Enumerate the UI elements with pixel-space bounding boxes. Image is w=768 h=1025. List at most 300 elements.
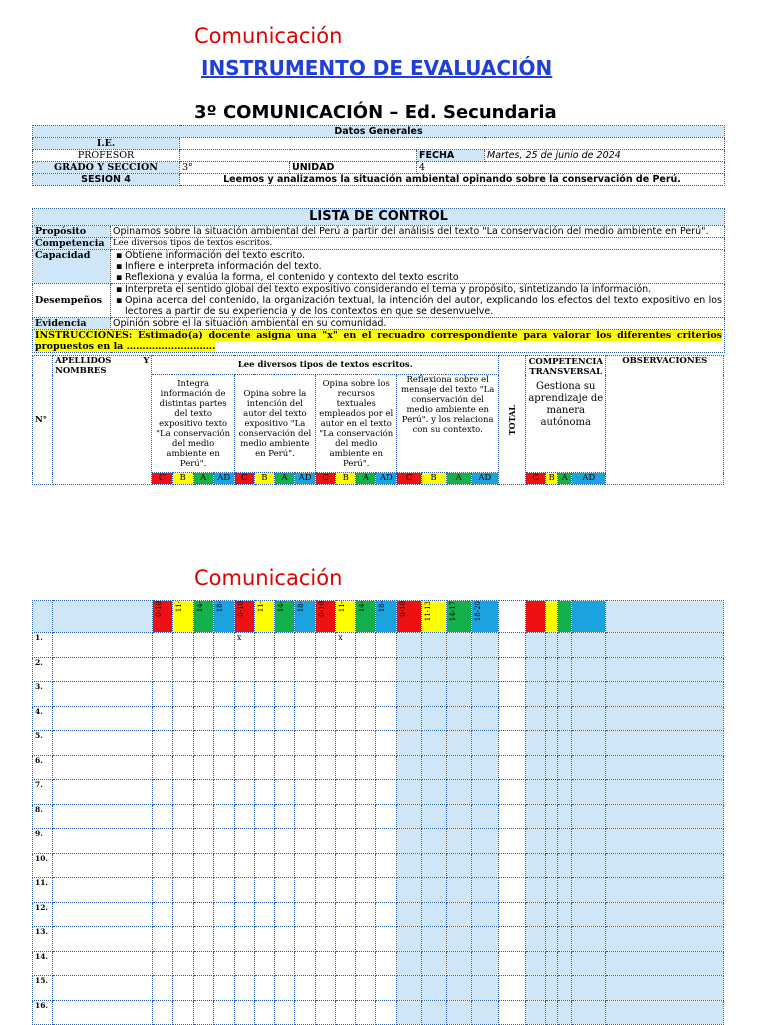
grade-cell[interactable] xyxy=(193,976,213,1001)
grade-cell[interactable] xyxy=(606,902,724,927)
grade-cell[interactable] xyxy=(172,853,193,878)
grade-cell[interactable] xyxy=(572,780,606,805)
grade-cell[interactable] xyxy=(546,927,558,952)
student-name-cell[interactable] xyxy=(53,976,152,1001)
grade-cell[interactable] xyxy=(606,780,724,805)
grade-cell[interactable] xyxy=(336,780,356,805)
grade-cell[interactable] xyxy=(254,657,274,682)
grade-cell[interactable] xyxy=(558,951,572,976)
grade-cell[interactable] xyxy=(336,927,356,952)
grade-cell[interactable] xyxy=(397,657,421,682)
grade-cell[interactable] xyxy=(421,927,446,952)
grade-cell[interactable] xyxy=(336,657,356,682)
grade-cell[interactable] xyxy=(336,804,356,829)
grade-cell[interactable] xyxy=(274,902,294,927)
grade-cell[interactable] xyxy=(234,804,254,829)
grade-cell[interactable] xyxy=(356,731,376,756)
grade-cell[interactable] xyxy=(234,755,254,780)
grade-cell[interactable] xyxy=(376,976,397,1001)
grade-cell[interactable] xyxy=(546,706,558,731)
grade-cell[interactable] xyxy=(376,804,397,829)
grade-cell[interactable] xyxy=(254,878,274,903)
grade-cell[interactable] xyxy=(606,878,724,903)
grade-cell[interactable] xyxy=(172,951,193,976)
grade-cell[interactable] xyxy=(213,780,234,805)
grade-cell[interactable] xyxy=(606,853,724,878)
grade-cell[interactable] xyxy=(606,829,724,854)
grade-cell[interactable] xyxy=(152,878,172,903)
grade-cell[interactable] xyxy=(356,1000,376,1025)
grade-cell[interactable] xyxy=(152,657,172,682)
grade-cell[interactable] xyxy=(172,657,193,682)
grade-cell[interactable] xyxy=(558,657,572,682)
grade-cell[interactable] xyxy=(336,706,356,731)
grade-cell[interactable] xyxy=(152,829,172,854)
grade-cell[interactable] xyxy=(295,1000,316,1025)
grade-cell[interactable] xyxy=(525,731,545,756)
grade-cell[interactable] xyxy=(446,853,471,878)
grade-cell[interactable] xyxy=(558,976,572,1001)
grade-cell[interactable] xyxy=(254,682,274,707)
grade-cell[interactable] xyxy=(336,902,356,927)
grade-cell[interactable] xyxy=(421,706,446,731)
grade-cell[interactable] xyxy=(213,633,234,658)
grade-cell[interactable] xyxy=(316,878,336,903)
grade-cell[interactable] xyxy=(498,1000,525,1025)
grade-cell[interactable] xyxy=(274,927,294,952)
grade-cell[interactable] xyxy=(397,780,421,805)
grade-cell[interactable] xyxy=(356,804,376,829)
student-name-cell[interactable] xyxy=(53,951,152,976)
grade-cell[interactable] xyxy=(193,804,213,829)
grade-cell[interactable] xyxy=(234,657,254,682)
grade-cell[interactable] xyxy=(446,878,471,903)
grade-cell[interactable] xyxy=(193,731,213,756)
grade-cell[interactable] xyxy=(356,976,376,1001)
grade-cell[interactable] xyxy=(295,804,316,829)
grade-cell[interactable] xyxy=(254,731,274,756)
grade-cell[interactable] xyxy=(525,853,545,878)
grade-cell[interactable] xyxy=(316,780,336,805)
grade-cell[interactable] xyxy=(558,853,572,878)
grade-cell[interactable] xyxy=(525,951,545,976)
grade-cell[interactable] xyxy=(316,657,336,682)
grade-cell[interactable] xyxy=(498,706,525,731)
grade-cell[interactable] xyxy=(316,755,336,780)
grade-cell[interactable] xyxy=(558,706,572,731)
student-name-cell[interactable] xyxy=(53,804,152,829)
grade-cell[interactable] xyxy=(546,633,558,658)
grade-cell[interactable] xyxy=(376,706,397,731)
student-name-cell[interactable] xyxy=(53,927,152,952)
grade-cell[interactable] xyxy=(336,829,356,854)
grade-cell[interactable] xyxy=(397,976,421,1001)
grade-cell[interactable] xyxy=(213,731,234,756)
grade-cell[interactable] xyxy=(254,902,274,927)
grade-cell[interactable] xyxy=(397,682,421,707)
grade-cell[interactable] xyxy=(356,878,376,903)
grade-cell[interactable] xyxy=(546,731,558,756)
grade-cell[interactable] xyxy=(525,755,545,780)
student-name-cell[interactable] xyxy=(53,755,152,780)
grade-cell[interactable] xyxy=(274,853,294,878)
grade-cell[interactable] xyxy=(213,951,234,976)
grade-cell[interactable] xyxy=(213,706,234,731)
grade-cell[interactable] xyxy=(172,682,193,707)
grade-cell[interactable] xyxy=(295,780,316,805)
grade-cell[interactable] xyxy=(234,731,254,756)
grade-cell[interactable] xyxy=(295,706,316,731)
grade-cell[interactable] xyxy=(572,804,606,829)
grade-cell[interactable] xyxy=(336,951,356,976)
student-name-cell[interactable] xyxy=(53,682,152,707)
student-name-cell[interactable] xyxy=(53,657,152,682)
grade-cell[interactable] xyxy=(572,731,606,756)
student-name-cell[interactable] xyxy=(53,633,152,658)
grade-cell[interactable] xyxy=(376,1000,397,1025)
grade-cell[interactable] xyxy=(546,1000,558,1025)
grade-cell[interactable] xyxy=(446,633,471,658)
grade-cell[interactable] xyxy=(471,633,498,658)
grade-cell[interactable] xyxy=(397,902,421,927)
grade-cell[interactable] xyxy=(172,829,193,854)
grade-cell[interactable] xyxy=(498,804,525,829)
grade-cell[interactable] xyxy=(498,976,525,1001)
grade-cell[interactable] xyxy=(336,755,356,780)
grade-cell[interactable] xyxy=(254,633,274,658)
grade-cell[interactable] xyxy=(336,682,356,707)
grade-cell[interactable] xyxy=(213,927,234,952)
grade-cell[interactable] xyxy=(446,927,471,952)
unidad-value[interactable]: 4 xyxy=(417,162,725,174)
grade-cell[interactable] xyxy=(316,902,336,927)
grade-cell[interactable] xyxy=(525,706,545,731)
grade-cell[interactable] xyxy=(234,706,254,731)
grade-cell[interactable] xyxy=(213,682,234,707)
grade-cell[interactable] xyxy=(152,951,172,976)
grade-cell[interactable] xyxy=(356,755,376,780)
grade-cell[interactable] xyxy=(295,927,316,952)
grade-cell[interactable] xyxy=(152,1000,172,1025)
grade-cell[interactable] xyxy=(471,804,498,829)
grade-cell[interactable] xyxy=(213,902,234,927)
instrument-title[interactable]: INSTRUMENTO DE EVALUACIÓN xyxy=(201,56,553,80)
grade-cell[interactable] xyxy=(471,780,498,805)
grade-cell[interactable] xyxy=(498,633,525,658)
grade-cell[interactable] xyxy=(356,902,376,927)
grade-cell[interactable] xyxy=(213,755,234,780)
grade-cell[interactable] xyxy=(546,804,558,829)
grade-cell[interactable] xyxy=(295,731,316,756)
grade-cell[interactable] xyxy=(471,657,498,682)
grade-cell[interactable] xyxy=(152,731,172,756)
grade-cell[interactable] xyxy=(295,755,316,780)
grade-cell[interactable] xyxy=(572,1000,606,1025)
grade-cell[interactable] xyxy=(254,706,274,731)
grade-cell[interactable] xyxy=(295,829,316,854)
grade-cell[interactable] xyxy=(295,878,316,903)
grade-cell[interactable] xyxy=(254,804,274,829)
grade-cell[interactable] xyxy=(572,878,606,903)
grade-cell[interactable] xyxy=(172,755,193,780)
grade-cell[interactable] xyxy=(606,633,724,658)
grade-cell[interactable] xyxy=(274,755,294,780)
grade-cell[interactable] xyxy=(193,657,213,682)
grade-cell[interactable] xyxy=(525,780,545,805)
grade-cell[interactable] xyxy=(356,951,376,976)
grade-cell[interactable] xyxy=(572,633,606,658)
grade-cell[interactable] xyxy=(376,755,397,780)
grade-cell[interactable] xyxy=(498,682,525,707)
grade-cell[interactable] xyxy=(254,780,274,805)
student-name-cell[interactable] xyxy=(53,902,152,927)
grade-cell[interactable] xyxy=(376,657,397,682)
grade-cell[interactable] xyxy=(295,951,316,976)
grade-cell[interactable] xyxy=(546,976,558,1001)
grade-cell[interactable] xyxy=(316,829,336,854)
grade-cell[interactable] xyxy=(546,755,558,780)
grade-cell[interactable] xyxy=(336,878,356,903)
grade-cell[interactable] xyxy=(254,1000,274,1025)
grade-cell[interactable] xyxy=(295,682,316,707)
grade-cell[interactable]: x xyxy=(336,633,356,658)
grade-cell[interactable] xyxy=(152,853,172,878)
grade-cell[interactable] xyxy=(498,853,525,878)
grade-cell[interactable] xyxy=(356,927,376,952)
grade-cell[interactable] xyxy=(193,633,213,658)
grade-cell[interactable] xyxy=(234,1000,254,1025)
grade-cell[interactable] xyxy=(471,927,498,952)
grade-cell[interactable] xyxy=(421,951,446,976)
grade-cell[interactable] xyxy=(172,780,193,805)
grade-cell[interactable] xyxy=(316,731,336,756)
student-name-cell[interactable] xyxy=(53,1000,152,1025)
grade-cell[interactable] xyxy=(316,804,336,829)
grade-cell[interactable] xyxy=(336,1000,356,1025)
grade-cell[interactable] xyxy=(356,682,376,707)
grade-cell[interactable] xyxy=(234,927,254,952)
grade-cell[interactable] xyxy=(397,706,421,731)
grade-cell[interactable] xyxy=(498,927,525,952)
grade-cell[interactable] xyxy=(152,633,172,658)
grade-cell[interactable] xyxy=(213,976,234,1001)
grade-cell[interactable] xyxy=(546,829,558,854)
grade-cell[interactable] xyxy=(525,1000,545,1025)
grade-cell[interactable] xyxy=(254,755,274,780)
grade-cell[interactable] xyxy=(397,927,421,952)
grade-cell[interactable] xyxy=(471,755,498,780)
grade-cell[interactable] xyxy=(525,976,545,1001)
grade-cell[interactable] xyxy=(397,853,421,878)
grade-cell[interactable] xyxy=(446,780,471,805)
grade-cell[interactable] xyxy=(316,976,336,1001)
student-name-cell[interactable] xyxy=(53,731,152,756)
grade-cell[interactable] xyxy=(471,976,498,1001)
grade-cell[interactable] xyxy=(376,951,397,976)
grade-cell[interactable] xyxy=(274,780,294,805)
grade-cell[interactable] xyxy=(316,706,336,731)
grade-cell[interactable] xyxy=(213,853,234,878)
grade-cell[interactable] xyxy=(336,731,356,756)
grade-cell[interactable] xyxy=(498,755,525,780)
grade-cell[interactable] xyxy=(446,755,471,780)
grade-cell[interactable] xyxy=(546,780,558,805)
grade-cell[interactable] xyxy=(274,804,294,829)
grade-cell[interactable] xyxy=(525,927,545,952)
grade-cell[interactable] xyxy=(572,682,606,707)
grade-cell[interactable] xyxy=(471,853,498,878)
grade-cell[interactable] xyxy=(172,976,193,1001)
grade-cell[interactable] xyxy=(572,657,606,682)
grade-cell[interactable] xyxy=(525,633,545,658)
grade-cell[interactable] xyxy=(546,902,558,927)
grade-cell[interactable] xyxy=(498,878,525,903)
grade-cell[interactable] xyxy=(446,804,471,829)
grade-cell[interactable] xyxy=(152,780,172,805)
grade-cell[interactable] xyxy=(546,682,558,707)
grade-cell[interactable] xyxy=(606,731,724,756)
grade-cell[interactable] xyxy=(558,682,572,707)
grade-cell[interactable] xyxy=(471,951,498,976)
grade-cell[interactable] xyxy=(421,731,446,756)
grade-cell[interactable] xyxy=(172,633,193,658)
student-name-cell[interactable] xyxy=(53,878,152,903)
grade-cell[interactable] xyxy=(152,902,172,927)
grade-cell[interactable] xyxy=(446,829,471,854)
grade-cell[interactable] xyxy=(376,633,397,658)
grade-cell[interactable] xyxy=(193,951,213,976)
grade-cell[interactable] xyxy=(525,878,545,903)
grade-cell[interactable] xyxy=(606,755,724,780)
grade-cell[interactable] xyxy=(234,829,254,854)
grade-cell[interactable] xyxy=(213,804,234,829)
grade-cell[interactable] xyxy=(274,951,294,976)
grade-cell[interactable] xyxy=(558,755,572,780)
grade-cell[interactable] xyxy=(193,780,213,805)
grade-cell[interactable] xyxy=(421,780,446,805)
grade-cell[interactable] xyxy=(376,878,397,903)
grade-cell[interactable] xyxy=(376,927,397,952)
grade-cell[interactable] xyxy=(606,927,724,952)
grade-cell[interactable] xyxy=(356,780,376,805)
grade-cell[interactable] xyxy=(558,780,572,805)
grade-cell[interactable] xyxy=(397,1000,421,1025)
grade-cell[interactable] xyxy=(572,853,606,878)
grade-cell[interactable] xyxy=(376,780,397,805)
grade-cell[interactable] xyxy=(376,731,397,756)
grade-cell[interactable] xyxy=(254,853,274,878)
grade-cell[interactable] xyxy=(234,878,254,903)
grade-cell[interactable] xyxy=(213,1000,234,1025)
grade-cell[interactable] xyxy=(356,829,376,854)
grade-cell[interactable] xyxy=(397,878,421,903)
grade-cell[interactable] xyxy=(234,853,254,878)
grade-cell[interactable] xyxy=(336,976,356,1001)
grade-cell[interactable] xyxy=(471,902,498,927)
grade-cell[interactable] xyxy=(572,976,606,1001)
grade-cell[interactable] xyxy=(152,755,172,780)
grade-cell[interactable] xyxy=(498,829,525,854)
grade-cell[interactable] xyxy=(471,829,498,854)
grade-cell[interactable] xyxy=(172,878,193,903)
grade-cell[interactable] xyxy=(295,902,316,927)
grade-cell[interactable] xyxy=(295,853,316,878)
grade-cell[interactable] xyxy=(558,878,572,903)
grade-cell[interactable] xyxy=(193,1000,213,1025)
grade-cell[interactable] xyxy=(376,853,397,878)
grade-cell[interactable] xyxy=(336,853,356,878)
grade-cell[interactable] xyxy=(316,682,336,707)
grade-cell[interactable] xyxy=(558,1000,572,1025)
grade-cell[interactable] xyxy=(274,706,294,731)
grade-cell[interactable] xyxy=(234,902,254,927)
grade-cell[interactable] xyxy=(446,731,471,756)
grade-cell[interactable] xyxy=(213,878,234,903)
grade-cell[interactable] xyxy=(558,633,572,658)
grade-cell[interactable] xyxy=(421,1000,446,1025)
grade-cell[interactable] xyxy=(498,657,525,682)
grade-cell[interactable] xyxy=(558,902,572,927)
grade-cell[interactable] xyxy=(152,682,172,707)
grade-cell[interactable] xyxy=(316,853,336,878)
grade-cell[interactable] xyxy=(546,951,558,976)
grade-cell[interactable] xyxy=(546,878,558,903)
grade-cell[interactable] xyxy=(152,804,172,829)
grade-cell[interactable] xyxy=(193,853,213,878)
grade-cell[interactable] xyxy=(152,706,172,731)
grade-cell[interactable] xyxy=(572,902,606,927)
grade-cell[interactable] xyxy=(274,682,294,707)
grade-cell[interactable] xyxy=(356,853,376,878)
grade-cell[interactable] xyxy=(172,804,193,829)
grade-cell[interactable] xyxy=(316,951,336,976)
grade-cell[interactable] xyxy=(193,706,213,731)
grade-cell[interactable] xyxy=(274,731,294,756)
grade-cell[interactable] xyxy=(421,902,446,927)
grade-cell[interactable] xyxy=(446,1000,471,1025)
grade-cell[interactable] xyxy=(446,976,471,1001)
grade-cell[interactable] xyxy=(572,927,606,952)
grade-cell[interactable] xyxy=(376,829,397,854)
grade-cell[interactable] xyxy=(356,657,376,682)
grade-cell[interactable] xyxy=(606,1000,724,1025)
grade-cell[interactable] xyxy=(295,657,316,682)
grade-cell[interactable] xyxy=(471,682,498,707)
grade-cell[interactable] xyxy=(234,780,254,805)
grade-cell[interactable] xyxy=(525,657,545,682)
grade-cell[interactable] xyxy=(446,657,471,682)
grade-cell[interactable] xyxy=(274,976,294,1001)
grade-cell[interactable] xyxy=(421,657,446,682)
grade-cell[interactable] xyxy=(193,755,213,780)
student-name-cell[interactable] xyxy=(53,829,152,854)
grade-cell[interactable] xyxy=(525,829,545,854)
grade-cell[interactable] xyxy=(172,731,193,756)
grade-cell[interactable] xyxy=(498,731,525,756)
grade-cell[interactable] xyxy=(397,633,421,658)
grade-cell[interactable] xyxy=(421,829,446,854)
grade-cell[interactable] xyxy=(558,927,572,952)
grade-cell[interactable] xyxy=(421,682,446,707)
grade-cell[interactable] xyxy=(274,829,294,854)
student-name-cell[interactable] xyxy=(53,706,152,731)
grade-cell[interactable] xyxy=(421,804,446,829)
grade-cell[interactable] xyxy=(234,951,254,976)
grade-cell[interactable] xyxy=(254,829,274,854)
grade-cell[interactable] xyxy=(397,951,421,976)
grade-cell[interactable] xyxy=(421,878,446,903)
grade-cell[interactable] xyxy=(316,1000,336,1025)
